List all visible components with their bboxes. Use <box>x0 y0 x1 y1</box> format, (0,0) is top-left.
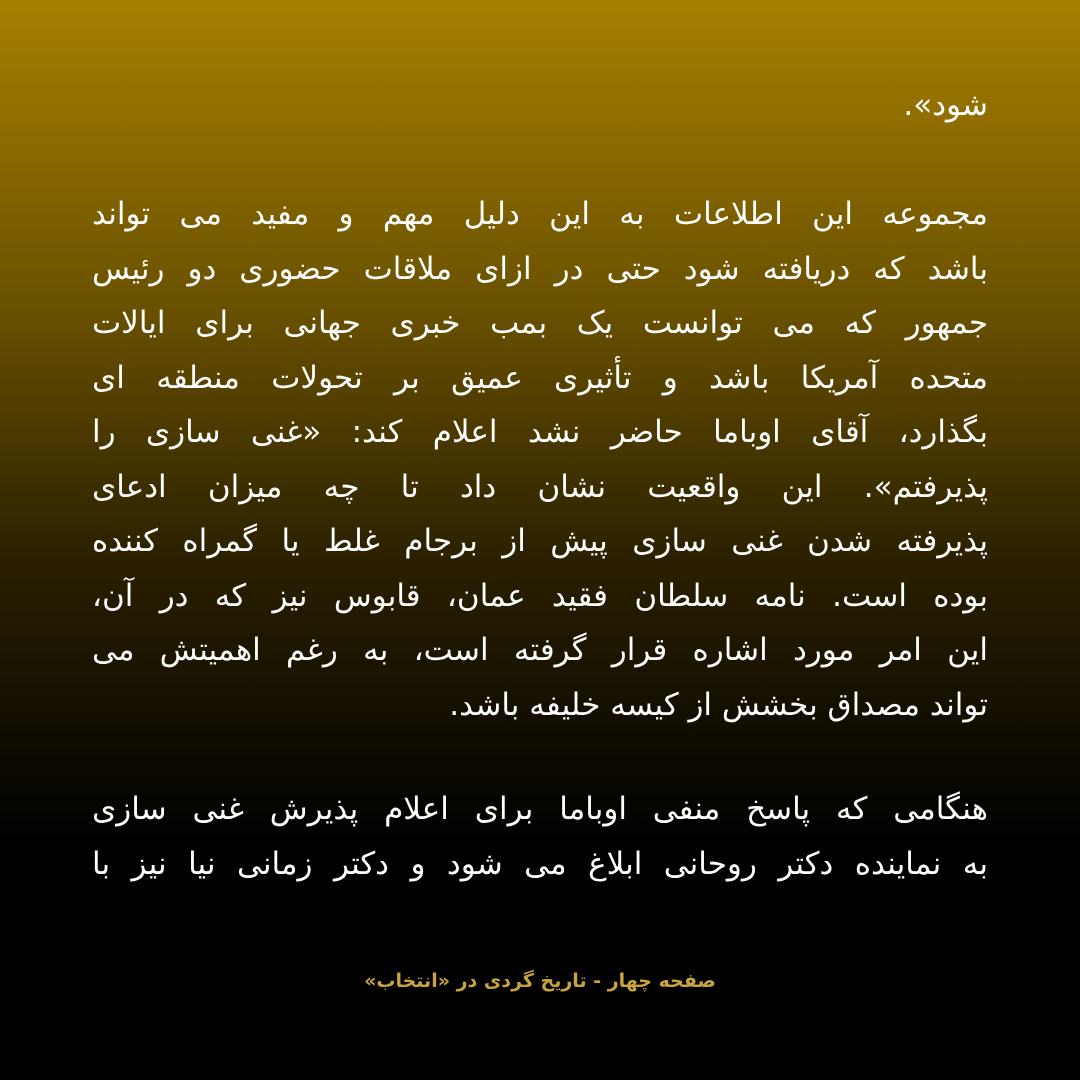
paragraph-line: مجموعه این اطلاعات به این دلیل مهم و مفید می تواند <box>92 196 988 232</box>
paragraph-line: بوده است. نامه سلطان فقید عمان، قابوس نیز که در آن، <box>92 577 988 614</box>
paragraph-line: متحده آمریکا باشد و تأثیری عمیق بر تحولات منطقه ای <box>92 359 988 396</box>
paragraph-line: هنگامی که پاسخ منفی اوباما برای اعلام پذیرش غنی سازی <box>92 791 988 827</box>
paragraph-line: به نماینده دکتر روحانی ابلاغ می شود و دکتر زمانی نیا نیز با <box>92 845 988 882</box>
paragraph-gap <box>92 732 988 782</box>
paragraph-1 <box>92 78 988 732</box>
paragraph-spacer <box>92 133 988 188</box>
article-body <box>92 78 988 891</box>
paragraph-line: جمهور که می توانست یک بمب خبری جهانی برای ایالات <box>92 305 988 341</box>
paragraph-line: تواند مصداق بخشش از کیسه خلیفه باشد. <box>449 686 988 723</box>
paragraph-line: شود». <box>903 87 988 123</box>
paragraph-line: باشد که دریافته شود حتی در ازای ملاقات حضوری دو رئیس <box>92 250 988 287</box>
paragraph-line: پذیرفتم». این واقعیت نشان داد تا چه میزان ادعای <box>92 468 988 505</box>
paragraph-line: پذیرفته شدن غنی سازی پیش از برجام غلط یا گمراه کننده <box>92 523 988 559</box>
paragraph-line: این امر مورد اشاره قرار گرفته است، به رغم اهمیتش می <box>92 632 988 668</box>
paragraph-2 <box>92 782 988 891</box>
paragraph-line: بگذارد، آقای اوباما حاضر نشد اعلام کند: «غنی سازی را <box>92 414 988 450</box>
page-footer: صفحه چهار - تاریخ گردی در «انتخاب» <box>364 970 716 992</box>
